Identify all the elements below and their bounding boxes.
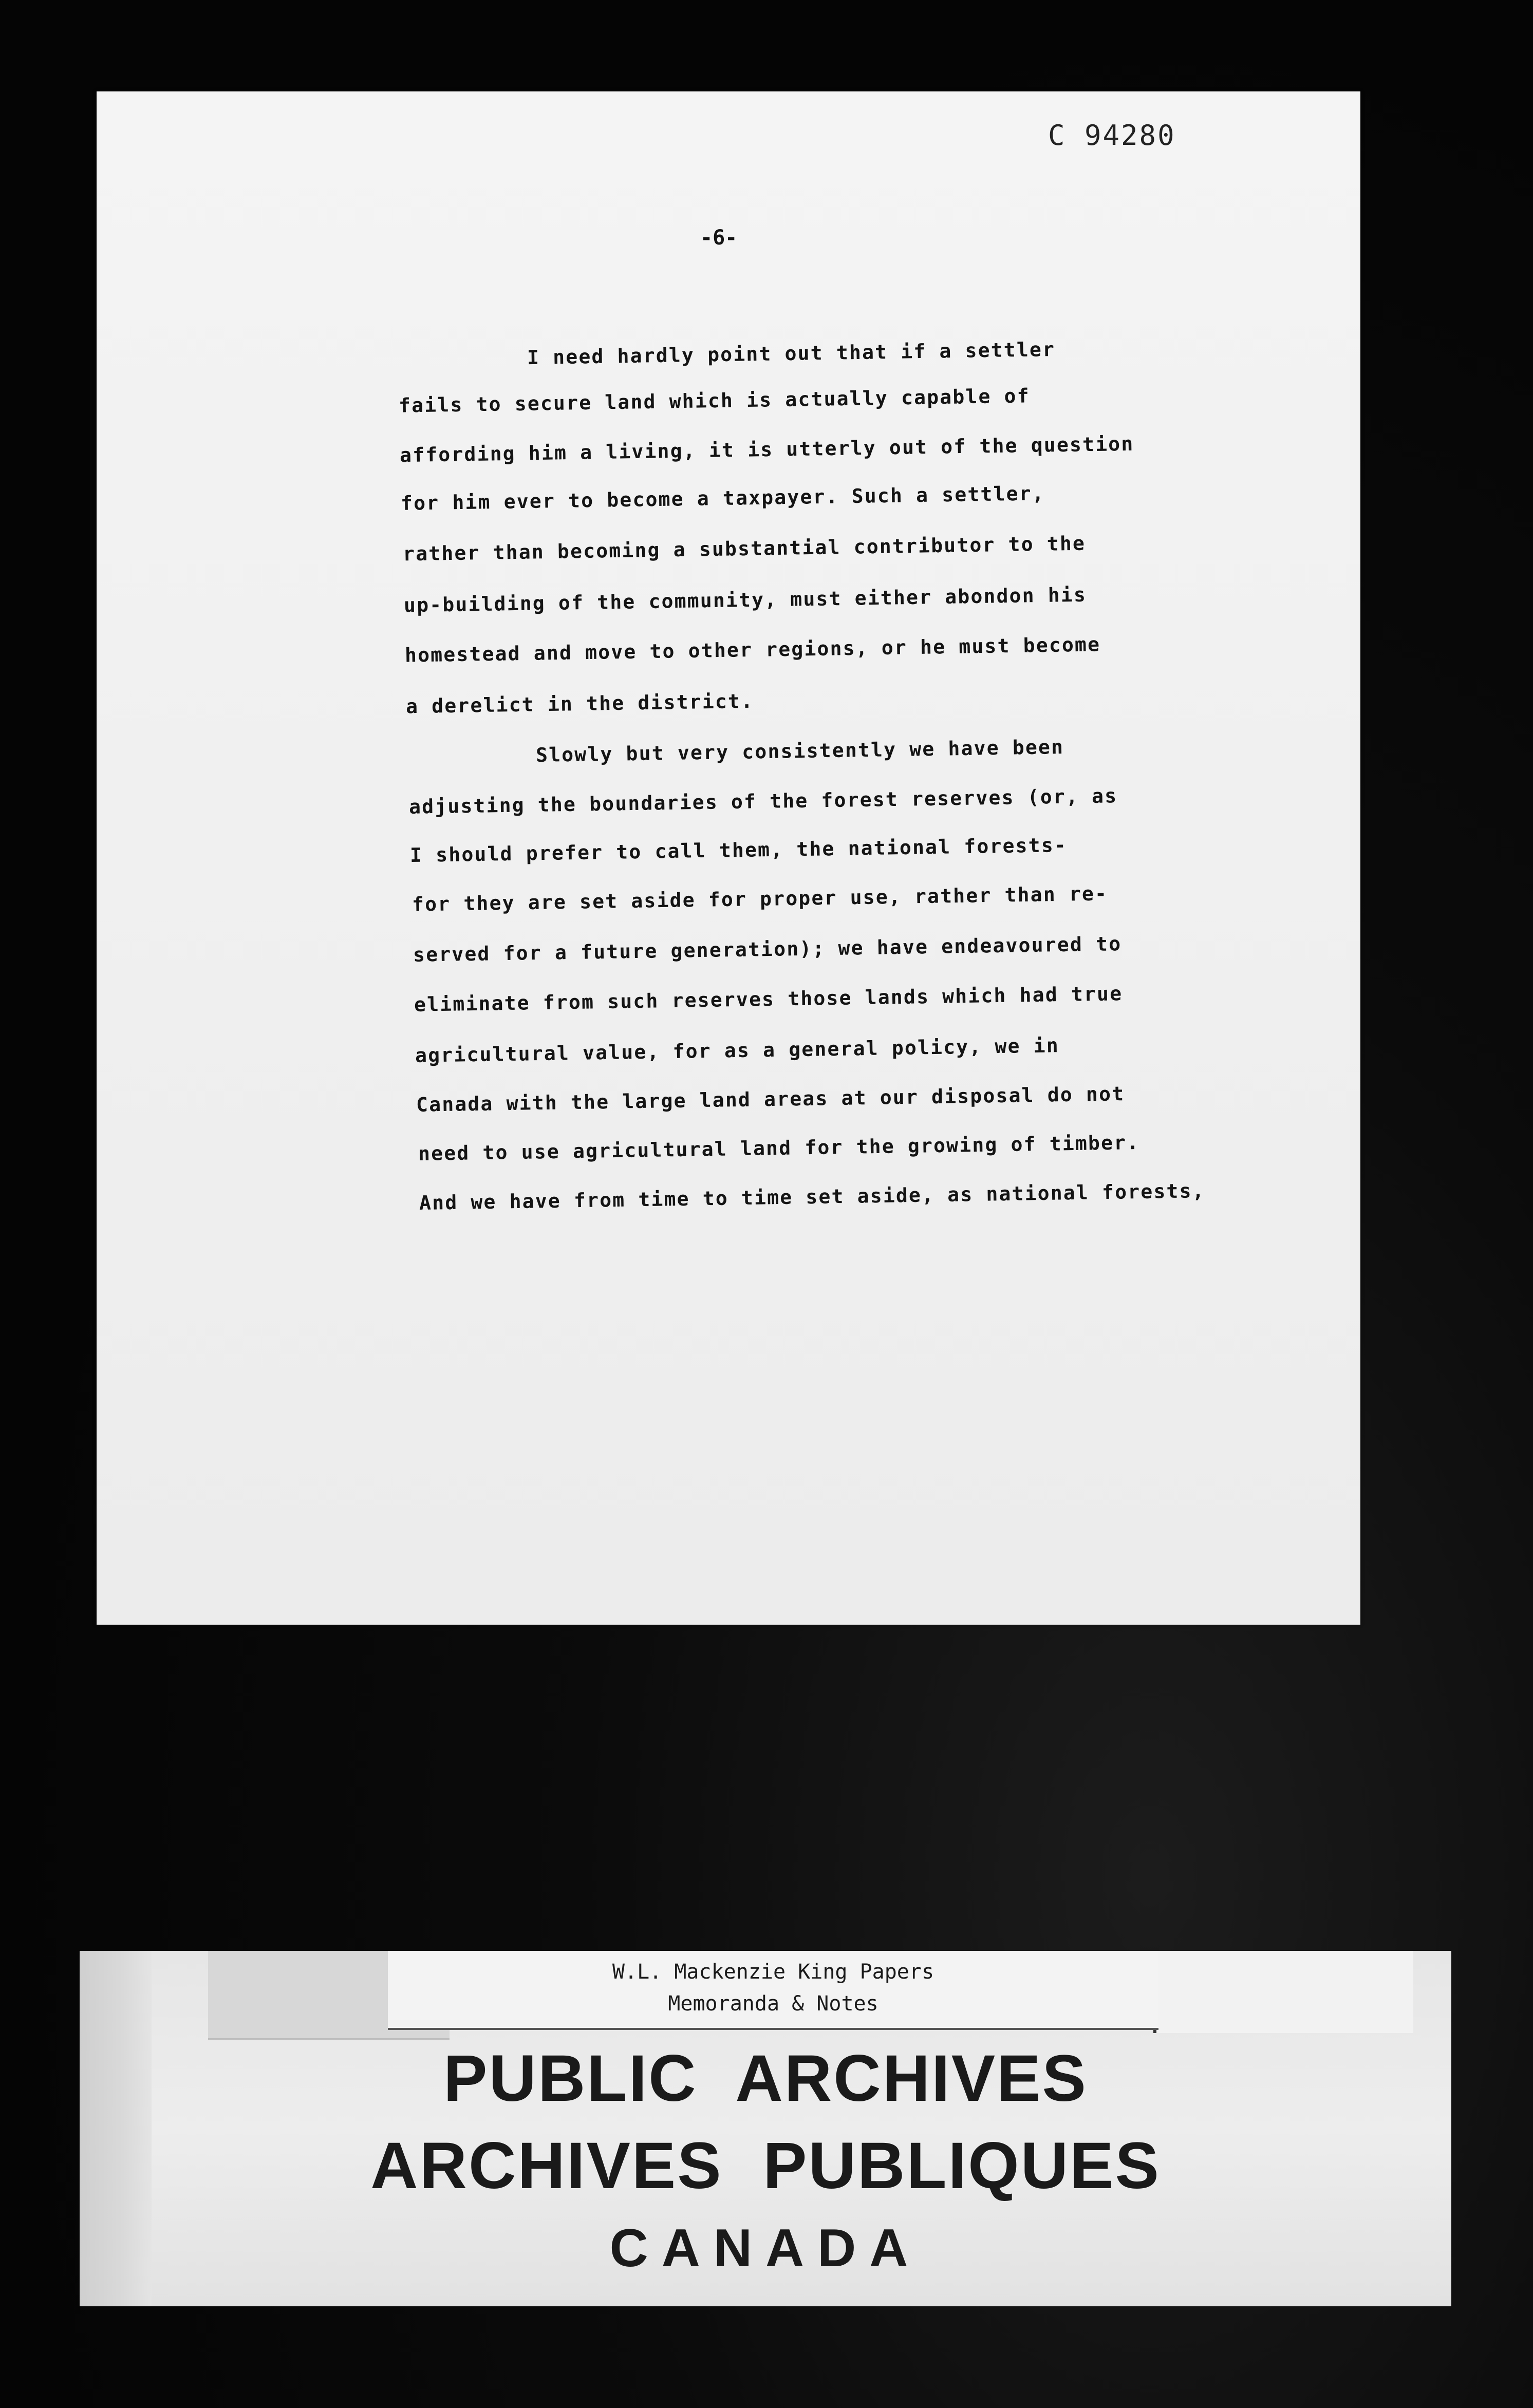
text-line: fails to secure land which is actually capable of xyxy=(398,384,1031,417)
text-line: adjusting the boundaries of the forest reserves (or, as xyxy=(408,784,1118,818)
label-tape-right xyxy=(1153,1951,1413,2033)
text-line: for him ever to become a taxpayer. Such a settler, xyxy=(400,482,1045,515)
text-line: I should prefer to call them, the national forests- xyxy=(409,833,1068,867)
text-line: rather than becoming a substantial contributor to the xyxy=(402,532,1086,566)
text-line: for they are set aside for proper use, rather than re- xyxy=(412,882,1108,916)
text-line: affording him a living, it is utterly out of the question xyxy=(399,432,1134,467)
text-line: I need hardly point out that if a settler xyxy=(527,337,1056,369)
typed-page xyxy=(97,91,1360,1625)
text-line: served for a future generation); we have endeavoured to xyxy=(413,932,1122,966)
body-text xyxy=(97,91,1360,1625)
stamp-country: CANADA xyxy=(609,2218,922,2278)
stamp-english: PUBLIC ARCHIVES xyxy=(443,2042,1088,2115)
collection-card xyxy=(388,1951,1158,2030)
text-line: agricultural value, for as a general policy, we in xyxy=(415,1034,1060,1067)
text-line: need to use agricultural land for the growing of timber. xyxy=(418,1131,1140,1165)
page-number: -6- xyxy=(700,226,738,250)
archive-label xyxy=(80,1951,1451,2306)
document-reference: C 94280 xyxy=(1048,119,1176,152)
series-name: Memoranda & Notes xyxy=(668,1992,878,2016)
stamp-french: ARCHIVES PUBLIQUES xyxy=(370,2129,1161,2203)
collection-name: W.L. Mackenzie King Papers xyxy=(612,1960,934,1984)
text-line: Slowly but very consistently we have been xyxy=(535,735,1064,767)
text-line: a derelict in the district. xyxy=(405,689,754,718)
text-line: homestead and move to other regions, or he must become xyxy=(404,633,1101,667)
text-line: And we have from time to time set aside, as national forests, xyxy=(419,1179,1206,1215)
text-line: Canada with the large land areas at our disposal do not xyxy=(416,1082,1125,1116)
text-line: up-building of the community, must either abondon his xyxy=(403,583,1087,617)
text-line: eliminate from such reserves those lands which had true xyxy=(414,982,1123,1016)
